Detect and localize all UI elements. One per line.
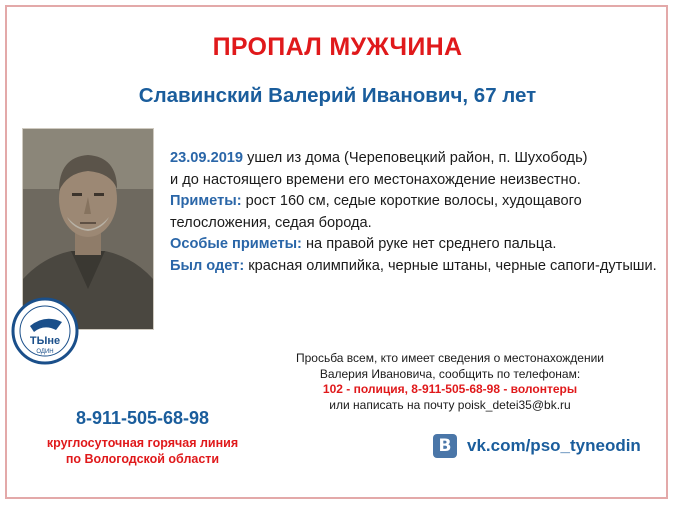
poster-title: ПРОПАЛ МУЖЧИНА bbox=[212, 33, 463, 61]
request-line1: Просьба всем, кто имеет сведения о местонахождении bbox=[295, 351, 605, 365]
tyneodin-logo bbox=[10, 296, 80, 366]
signs-text: рост 160 см, седые короткие волосы, худощавого телосложения, седая борода. bbox=[170, 193, 582, 231]
request-line2: Валерия Ивановича, сообщить по телефонам: bbox=[319, 366, 581, 381]
special-signs-label: Особые приметы: bbox=[170, 236, 302, 253]
hotline-block bbox=[20, 408, 265, 467]
hotline-line2: по Вологодской области bbox=[65, 452, 220, 466]
logo-text-main: ТЫне bbox=[29, 335, 61, 347]
description-line1: ушел из дома (Череповецкий район, п. Шухободь) bbox=[243, 150, 588, 166]
request-email: или написать на почту poisk_detei35@bk.ru bbox=[329, 397, 571, 412]
vk-link[interactable]: vk.com/pso_tyneodin bbox=[467, 436, 641, 455]
description-clothes bbox=[170, 256, 660, 278]
description-special bbox=[170, 234, 660, 256]
signs-label: Приметы: bbox=[170, 193, 242, 210]
description-line2: и до настоящего времени его местонахождение неизвестно. bbox=[170, 171, 581, 188]
missing-date: 23.09.2019 bbox=[170, 150, 244, 166]
description-block bbox=[170, 148, 660, 278]
hotline-description bbox=[20, 435, 265, 467]
description-signs bbox=[170, 191, 660, 234]
hotline-phone[interactable]: 8-911-505-68-98 bbox=[75, 408, 210, 428]
clothes-text: красная олимпийка, черные штаны, черные сапоги-дутыши. bbox=[244, 257, 657, 274]
logo-text-sub: ОДИН bbox=[36, 349, 54, 355]
contact-request bbox=[270, 351, 630, 413]
clothes-label: Был одет: bbox=[170, 257, 245, 274]
social-link-block[interactable] bbox=[433, 434, 641, 458]
vk-icon: В bbox=[433, 434, 457, 458]
request-phones: 102 - полиция, 8-911-505-68-98 - волонтеры bbox=[322, 382, 578, 396]
description-line-date bbox=[170, 148, 660, 170]
special-signs-text: на правой руке нет среднего пальца. bbox=[301, 236, 557, 253]
missing-person-name: Славинский Валерий Иванович, 67 лет bbox=[138, 84, 537, 107]
hotline-line1: круглосуточная горячая линия bbox=[46, 436, 239, 450]
